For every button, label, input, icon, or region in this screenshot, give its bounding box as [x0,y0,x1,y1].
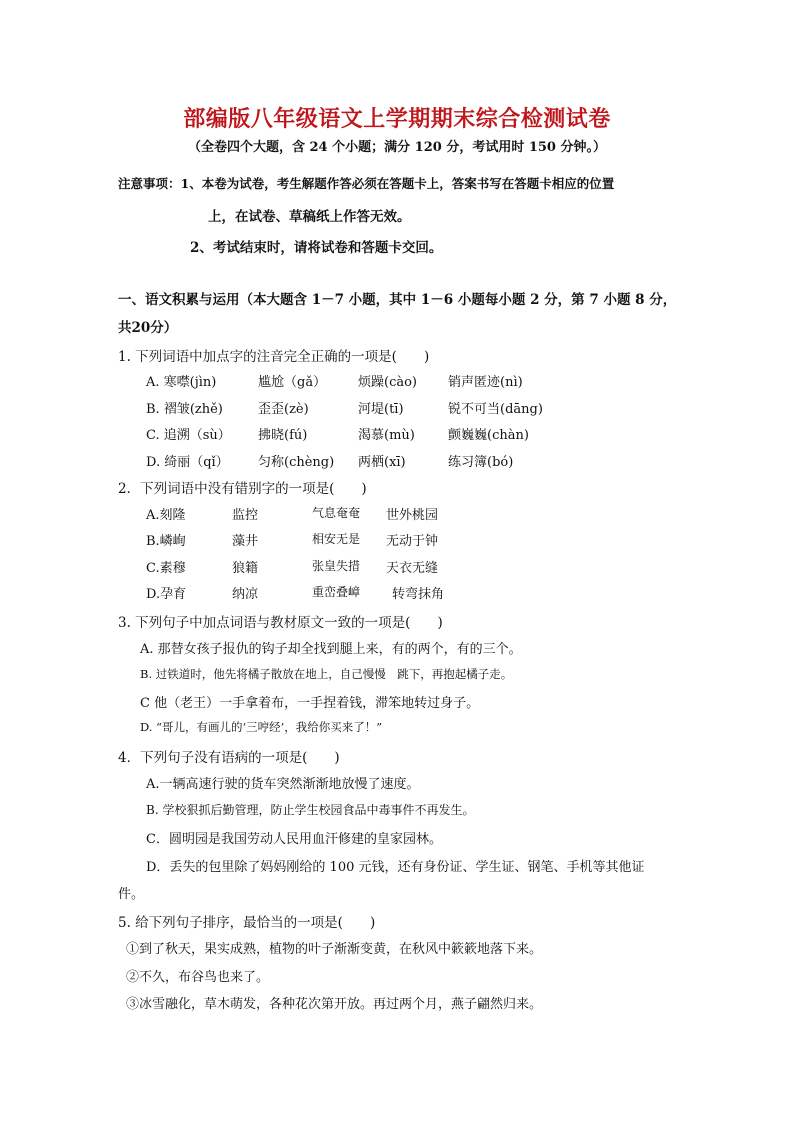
question-4-option-d: D．丢失的包里除了妈妈刚给的 100 元钱，还有身份证、学生证、钢笔、手机等其他证 [146,860,645,875]
q2-a-word-2: 监控 [232,508,259,523]
q2-b-word-4: 无动于钟 [386,534,439,549]
question-2-stem: 2．下列词语中没有错别字的一项是( ) [118,481,367,497]
question-5-sentence-2: ②不久，布谷鸟也来了。 [126,970,270,985]
notice-line-2: 上，在试卷、草稿纸上作答无效。 [208,209,411,225]
q1-b-word-3: 河堤(tī) [358,402,404,417]
q1-b-word-2: 歪歪(zè) [258,402,309,417]
q2-a-word-1: A.刻隆 [146,508,186,523]
question-4-option-b: B. 学校狠抓后勤管理，防止学生校园食品中毒事件不再发生。 [146,803,475,817]
question-4-stem: 4．下列句子没有语病的一项是( ) [118,750,340,766]
q1-d-word-2: 匀称(chèng) [258,455,335,470]
question-3-option-b: B. 过铁道时，他先将橘子散放在地上，自己慢慢 跳下，再抱起橘子走。 [140,667,513,681]
q2-b-word-1: B.嶙峋 [146,534,186,549]
question-5-stem: 5. 给下列句子排序，最恰当的一项是( ) [118,915,376,931]
q2-c-word-2: 狼籍 [232,561,259,576]
question-1-stem: 1. 下列词语中加点字的注音完全正确的一项是( ) [118,349,430,365]
q2-a-word-3: 气息奄奄 [312,506,361,520]
section-heading-line-2: 共20分） [118,320,178,336]
question-3-option-d: D. “哥儿，有画儿的‘三哼经’，我给你买来了！” [140,720,383,734]
q1-b-word-1: B. 褶皱(zhě) [146,402,223,417]
q2-d-word-4: 转弯抹角 [392,587,445,602]
section-heading-line-1: 一、语文积累与运用（本大题含 1－7 小题，其中 1－6 小题每小题 2 分，第 7 小题 8 分， [118,292,677,308]
question-5-sentence-3: ③冰雪融化，草木萌发，各种花次第开放。再过两个月，燕子翩然归来。 [126,997,543,1012]
notice-line-1: 注意事项：1、本卷为试卷，考生解题作答必须在答题卡上，答案书写在答题卡相应的位置 [118,176,615,191]
question-4-option-a: A.一辆高速行驶的货车突然渐渐地放慢了速度。 [146,777,420,792]
q2-b-word-2: 藻井 [232,534,259,549]
q1-a-word-3: 烦躁(cào) [358,375,418,390]
q1-c-word-3: 渴慕(mù) [358,428,415,443]
q1-a-word-4: 销声匿迹(nì) [448,375,523,390]
q1-d-word-1: D. 绮丽（qǐ） [146,455,229,470]
q1-c-word-1: C. 追溯（sù） [146,428,231,443]
question-3-stem: 3. 下列句子中加点词语与教材原文一致的一项是( ) [118,615,443,631]
notice-line-3: 2、考试结束时，请将试卷和答题卡交回。 [190,240,443,256]
question-4-option-c: C．圆明园是我国劳动人民用血汗修建的皇家园林。 [146,832,442,847]
q1-a-word-2: 尴尬（gǎ） [258,375,327,390]
question-3-option-a: A. 那替女孩子报仇的钩子却全找到腿上来，有的两个，有的三个。 [140,642,522,657]
question-5-sentence-1: ①到了秋天，果实成熟，植物的叶子渐渐变黄，在秋风中簌簌地落下来。 [126,942,543,957]
q2-d-word-3: 重峦叠嶂 [312,585,361,599]
q2-c-word-3: 张皇失措 [312,559,361,573]
q1-c-word-2: 拂晓(fú) [258,428,308,443]
exam-subtitle: （全卷四个大题，含 24 个小题；满分 120 分，考试用时 150 分钟。） [187,140,607,155]
q2-d-word-1: D.孕育 [146,587,187,602]
q2-d-word-2: 纳凉 [232,587,259,602]
q1-b-word-4: 锐不可当(dāng) [448,402,543,417]
q2-c-word-4: 天衣无缝 [386,561,439,576]
q1-d-word-4: 练习簿(bó) [448,455,514,470]
question-3-option-c: C 他（老王）一手拿着布，一手捏着钱，滞笨地转过身子。 [140,696,480,711]
q1-a-word-1: A. 寒噤(jìn) [146,375,217,390]
question-4-option-d-cont: 件。 [118,887,145,902]
exam-title: 部编版八年级语文上学期期末综合检测试卷 [183,107,611,132]
q1-c-word-4: 颤巍巍(chàn) [448,428,529,443]
q2-c-word-1: C.素穆 [146,561,186,576]
q1-d-word-3: 两栖(xī) [358,455,406,470]
q2-a-word-4: 世外桃园 [386,508,439,523]
q2-b-word-3: 相安无是 [312,532,361,546]
